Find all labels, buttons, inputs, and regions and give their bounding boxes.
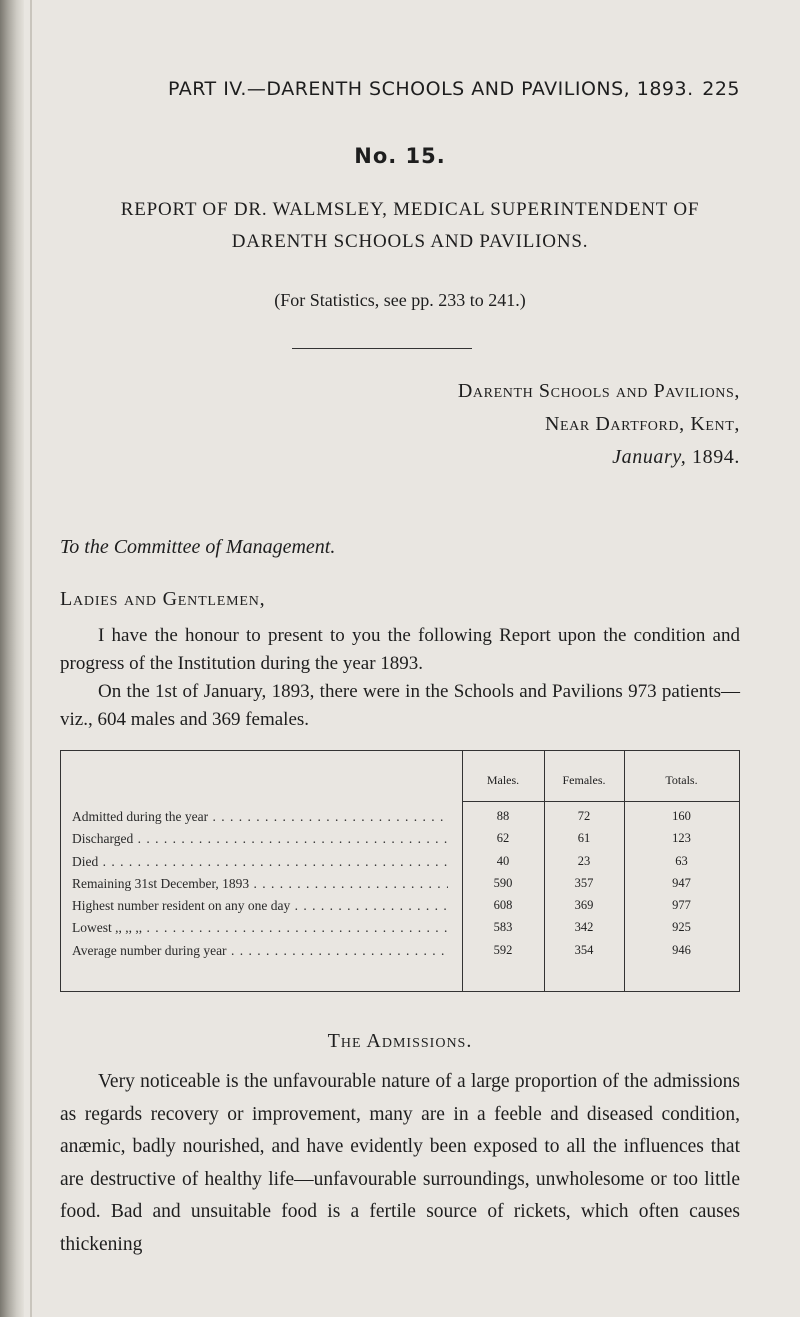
address-line-1: Darenth Schools and Pavilions, xyxy=(457,380,740,402)
address-block xyxy=(458,375,740,474)
paragraph-intro-text: I have the honour to present to you the following Report upon the condition and progress of the Institution during the year 1893. xyxy=(60,625,740,674)
table-row xyxy=(60,898,740,920)
page-number: 225 xyxy=(702,78,740,100)
row-label: Highest number resident on any one day . . . xyxy=(72,898,448,914)
table-row xyxy=(60,920,740,942)
address-date xyxy=(458,441,740,474)
row-label: Remaining 31st December, 1893 . . . xyxy=(72,876,448,892)
cell-females: 369 xyxy=(574,898,594,913)
cell-males: 608 xyxy=(493,898,513,913)
cell-females: 61 xyxy=(577,831,591,846)
cell-females: 72 xyxy=(577,809,591,823)
table-header-rule xyxy=(462,801,739,802)
cell-females: 357 xyxy=(574,875,594,890)
cell-totals: 160 xyxy=(672,809,691,823)
addressee: To the Committee of Management. xyxy=(60,536,336,558)
date-year: 1894. xyxy=(686,446,740,468)
column-header-females: Females. xyxy=(562,773,606,787)
cell-males: 590 xyxy=(493,875,513,890)
column-header-males: Males. xyxy=(486,773,520,787)
divider-rule xyxy=(292,348,472,349)
running-head-title: PART IV.—DARENTH SCHOOLS AND PAVILIONS, 1893. xyxy=(168,78,694,100)
cell-females: 23 xyxy=(577,853,591,868)
table-row xyxy=(60,809,740,831)
row-label: Discharged . . . xyxy=(72,831,448,847)
cell-females: 354 xyxy=(574,942,594,957)
cell-totals: 977 xyxy=(672,898,691,913)
table-row xyxy=(60,854,740,876)
cell-females: 342 xyxy=(574,920,594,935)
cell-males: 592 xyxy=(493,942,513,957)
address-line-2: Near Dartford, Kent, xyxy=(544,413,740,435)
report-title xyxy=(60,194,760,258)
cell-males: 583 xyxy=(493,920,513,935)
row-label: Lowest ,, ,, ,, . . . xyxy=(72,920,448,936)
page-binding-shadow xyxy=(0,0,24,1317)
cell-totals: 925 xyxy=(672,920,691,935)
paragraph-census-text: On the 1st of January, 1893, there were in the Schools and Pavilions 973 patients—viz., 604 males and 369 females. xyxy=(60,681,740,730)
cell-males: 88 xyxy=(496,809,510,823)
section-heading-admissions: The Admissions. xyxy=(327,1030,473,1052)
date-month: January, xyxy=(612,446,687,468)
table-row xyxy=(60,876,740,898)
statistics-table xyxy=(60,750,740,992)
cell-totals: 123 xyxy=(672,831,691,846)
report-title-line-2: DARENTH SCHOOLS AND PAVILIONS. xyxy=(231,231,589,252)
report-title-line-1: REPORT OF DR. WALMSLEY, MEDICAL SUPERINTENDENT OF xyxy=(120,199,700,220)
running-head xyxy=(168,78,740,106)
statistics-note: (For Statistics, see pp. 233 to 241.) xyxy=(274,290,526,310)
paragraph-census xyxy=(60,678,740,734)
row-label: Average number during year . . . xyxy=(72,943,448,959)
cell-totals: 63 xyxy=(675,853,688,868)
paragraph-admissions xyxy=(60,1066,740,1261)
report-number: No. 15. xyxy=(354,144,446,168)
table-body xyxy=(60,809,740,965)
table-row xyxy=(60,943,740,965)
cell-males: 40 xyxy=(496,853,510,868)
paragraph-admissions-text: Very noticeable is the unfavourable nature of a large proportion of the admissions as regards recovery or improvement, many are in a feeble and diseased condition, anæmic, badly nourished, and have evidently been exposed to all the influences that are destructive of healthy life—unfavourable surroundings, unwholesome or too little food. Bad and unsuitable food is a fertile source of rickets, which often causes thickening xyxy=(60,1071,740,1255)
cell-totals: 947 xyxy=(672,875,691,890)
row-label: Died . . . xyxy=(72,854,448,870)
cell-totals: 946 xyxy=(672,942,691,957)
cell-males: 62 xyxy=(496,831,510,846)
column-header-totals: Totals. xyxy=(665,773,698,787)
greeting: Ladies and Gentlemen, xyxy=(60,588,266,610)
row-label: Admitted during the year . . . xyxy=(72,809,448,825)
paragraph-intro xyxy=(60,622,740,678)
table-row xyxy=(60,831,740,853)
